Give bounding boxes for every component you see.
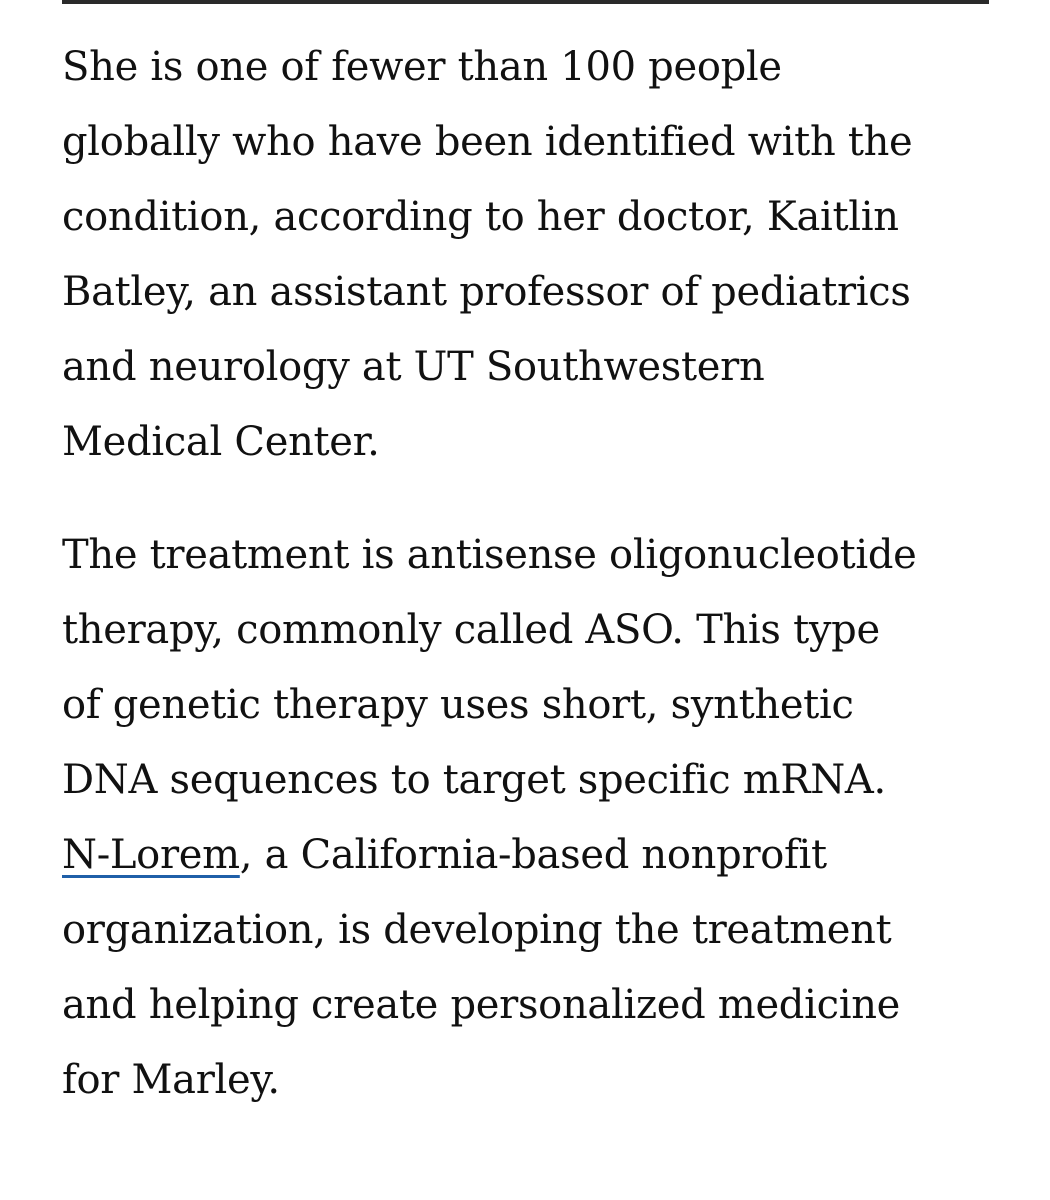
text-line: therapy, commonly called ASO. This type xyxy=(62,607,880,653)
paragraph-condition xyxy=(62,30,1002,480)
n-lorem-link[interactable]: N-Lorem xyxy=(62,832,240,878)
text-line: The treatment is antisense oligonucleotide xyxy=(62,532,917,578)
text-line: condition, according to her doctor, Kaitlin xyxy=(62,194,899,240)
text-line: organization, is developing the treatment xyxy=(62,907,892,953)
text-line: globally who have been identified with the xyxy=(62,119,913,165)
text-line-with-link xyxy=(62,818,1002,893)
text-line: of genetic therapy uses short, synthetic xyxy=(62,682,854,728)
text-line: and helping create personalized medicine xyxy=(62,982,901,1028)
text-line: for Marley. xyxy=(62,1057,280,1103)
text-line: She is one of fewer than 100 people xyxy=(62,44,782,90)
article-body xyxy=(62,30,1002,1118)
text-line: DNA sequences to target specific mRNA. xyxy=(62,757,886,803)
text-line: and neurology at UT Southwestern xyxy=(62,344,765,390)
link-line-rest: , a California-based nonprofit xyxy=(239,832,827,878)
top-image-edge xyxy=(62,0,989,4)
text-line: Batley, an assistant professor of pediatrics xyxy=(62,269,911,315)
paragraph-treatment xyxy=(62,518,1002,1118)
text-line: Medical Center. xyxy=(62,419,380,465)
